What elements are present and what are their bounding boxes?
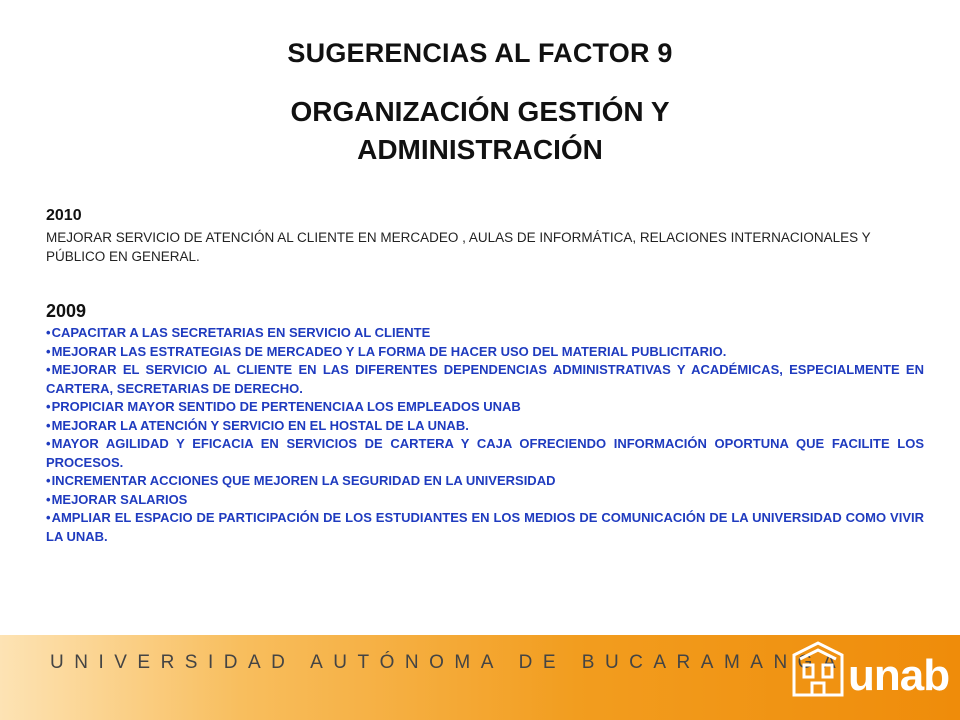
year-heading-2010: 2010	[46, 207, 82, 224]
list-item: •MEJORAR LAS ESTRATEGIAS DE MERCADEO Y LA FORMA DE HACER USO DEL MATERIAL PUBLICITARIO.	[46, 343, 727, 359]
list-item: •MEJORAR LA ATENCIÓN Y SERVICIO EN EL HOSTAL DE LA UNAB.	[46, 417, 469, 433]
unab-logo	[788, 633, 950, 715]
list-item: •MEJORAR EL SERVICIO AL CLIENTE EN LAS DIFERENTES DEPENDENCIAS ADMINISTRATIVAS Y ACADÉMICAS, ESPECIALMENTE EN CARTERA, SECRETARIAS DE DERECHO.	[46, 362, 924, 396]
list-item: •PROPICIAR MAYOR SENTIDO DE PERTENENCIAA LOS EMPLEADOS UNAB	[46, 399, 521, 414]
list-item: •CAPACITAR A LAS SECRETARIAS EN SERVICIO AL CLIENTE	[46, 325, 431, 340]
suggestion-list	[46, 324, 924, 546]
list-item: •MAYOR AGILIDAD Y EFICACIA EN SERVICIOS DE CARTERA Y CAJA OFRECIENDO INFORMACIÓN OPORTUNA QUE FACILITE LOS PROCESOS.	[46, 436, 924, 470]
section-2010	[46, 206, 924, 266]
logo-text: unab	[848, 651, 950, 700]
list-item: •INCREMENTAR ACCIONES QUE MEJOREN LA SEGURIDAD EN LA UNIVERSIDAD	[46, 473, 556, 488]
building-icon	[790, 639, 846, 699]
list-item: •AMPLIAR EL ESPACIO DE PARTICIPACIÓN DE LOS ESTUDIANTES EN LOS MEDIOS DE COMUNICACIÓN DE LA UNIVERSIDAD COMO VIVIR LA UNAB.	[46, 510, 924, 544]
list-item: •MEJORAR SALARIOS	[46, 491, 188, 507]
page-title: SUGERENCIAS AL FACTOR 9	[287, 38, 673, 68]
section-2009	[46, 300, 924, 546]
page-subtitle: ORGANIZACIÓN GESTIÓN Y ADMINISTRACIÓN	[290, 96, 670, 165]
university-name: UNIVERSIDAD AUTÓNOMA DE BUCARAMANGA	[50, 652, 847, 673]
year-heading-2009: 2009	[46, 301, 87, 321]
section-2010-text: MEJORAR SERVICIO DE ATENCIÓN AL CLIENTE EN MERCADEO , AULAS DE INFORMÁTICA, RELACIONES INTERNACIONALES Y PÚBLICO EN GENERAL.	[46, 230, 871, 264]
